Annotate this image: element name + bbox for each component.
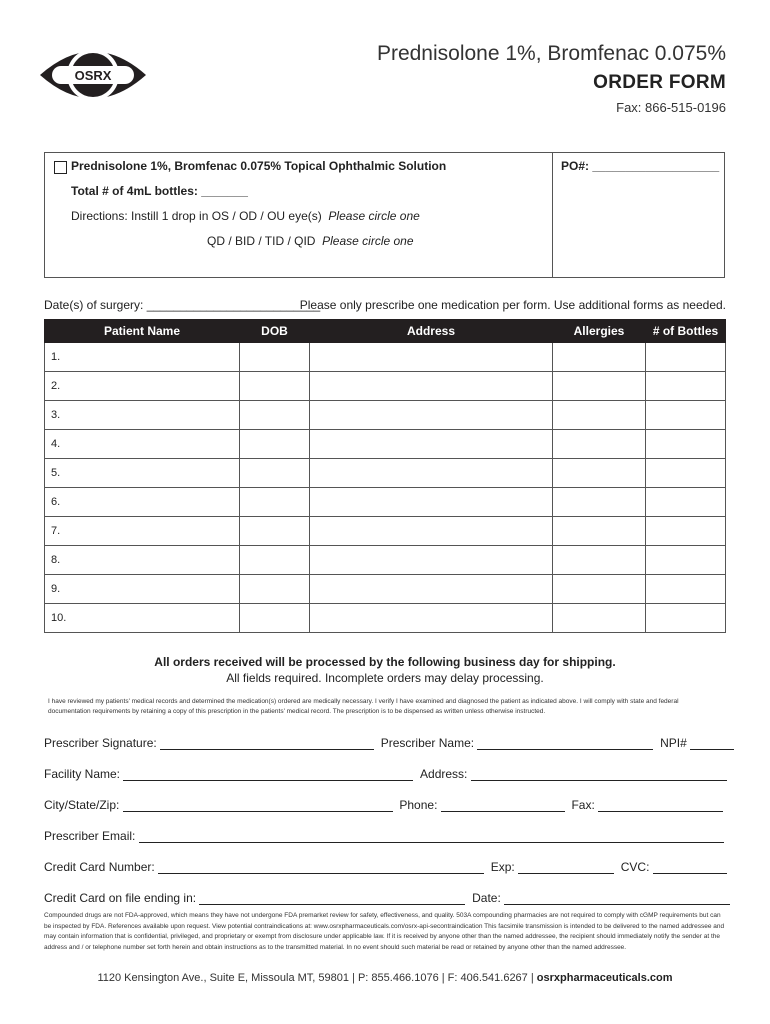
directions-frequency-note: Please circle one — [322, 234, 414, 248]
date-field[interactable] — [504, 892, 730, 905]
disclaimer-text: Compounded drugs are not FDA-approved, which means they have not undergone FDA premarket review for safety, effectiveness, and quality. 503A compounding pharmacies are not required to comply with cGMP requirements but can be inspected by FDA. References available upon request. View potential contraindications at: www.osrxpharmaceuticals.com/osrx-api-secontraindication This facsimile transmission is intended to be delivered to the named addressee and may contain information that is confidential, privileged, and proprietary or exempt from disclosure under applicable law. If it is received by anyone other than the named addressee, the recipient should immediately notify the sender at the address and / or telephone number set forth herein and obtain instructions as to the transmitted material. In no event should such material be read or retained by anyone other than the named addressee. — [44, 912, 725, 951]
table-row — [45, 401, 726, 430]
cvc-field[interactable] — [653, 861, 727, 874]
directions-frequency-text: QD / BID / TID / QID — [207, 234, 316, 248]
allergies-cell[interactable] — [553, 459, 646, 488]
phone-field[interactable] — [441, 799, 565, 812]
header-bottles: # of Bottles — [646, 320, 726, 343]
attestation-text: I have reviewed my patients' medical records and determined the medication(s) ordered are medically necessary. I verify I have examined and diagnosed the patient as indicated above. I will comply with state and federal documentation requirements by retaining a copy of this prescription in the patients' medical record. The prescription is to be dispensed as written unless otherwise instructed. — [48, 698, 679, 715]
credit-card-number-label: Credit Card Number: — [44, 860, 155, 874]
dob-cell[interactable] — [240, 372, 310, 401]
one-medication-note: Please only prescribe one medication per form. Use additional forms as needed. — [299, 298, 726, 312]
osrx-logo — [38, 40, 148, 110]
patient-table — [44, 319, 726, 633]
header-allergies: Allergies — [553, 320, 646, 343]
dob-cell[interactable] — [240, 430, 310, 459]
header-dob: DOB — [240, 320, 310, 343]
directions-eye-text: Directions: Instill 1 drop in OS / OD / OU eye(s) — [71, 209, 322, 223]
allergies-cell[interactable] — [553, 372, 646, 401]
page-title: Prednisolone 1%, Bromfenac 0.075% — [376, 42, 726, 65]
patient-name-cell[interactable]: 3. — [45, 401, 240, 430]
allergies-cell[interactable] — [553, 430, 646, 459]
table-row — [45, 546, 726, 575]
bottles-cell[interactable] — [646, 459, 726, 488]
address-cell[interactable] — [310, 604, 553, 633]
fax-label: Fax: — [571, 798, 595, 812]
credit-card-row — [44, 860, 727, 874]
address-cell[interactable] — [310, 575, 553, 604]
po-number-field[interactable]: PO#: ___________________ — [561, 159, 720, 173]
npi-field[interactable] — [690, 737, 734, 750]
address-cell[interactable] — [310, 459, 553, 488]
cvc-label: CVC: — [620, 860, 650, 874]
allergies-cell[interactable] — [553, 343, 646, 372]
processing-notice: All orders received will be processed by the following business day for shipping. — [154, 655, 616, 669]
bottles-cell[interactable] — [646, 401, 726, 430]
allergies-cell[interactable] — [553, 488, 646, 517]
prescriber-signature-row — [44, 736, 734, 750]
fax-field[interactable] — [598, 799, 723, 812]
exp-field[interactable] — [518, 861, 614, 874]
dob-cell[interactable] — [240, 575, 310, 604]
patient-name-cell[interactable]: 2. — [45, 372, 240, 401]
allergies-cell[interactable] — [553, 604, 646, 633]
npi-label: NPI# — [660, 736, 687, 750]
address-field[interactable] — [471, 768, 727, 781]
surgery-date-field[interactable]: Date(s) of surgery: __________________________ — [44, 298, 321, 312]
dob-cell[interactable] — [240, 604, 310, 633]
directions-eye-note: Please circle one — [328, 209, 420, 223]
table-row — [45, 604, 726, 633]
card-on-file-label: Credit Card on file ending in: — [44, 891, 197, 905]
patient-name-cell[interactable]: 9. — [45, 575, 240, 604]
prescriber-name-field[interactable] — [477, 737, 653, 750]
bottles-cell[interactable] — [646, 604, 726, 633]
prescriber-email-label: Prescriber Email: — [44, 829, 136, 843]
prescriber-signature-label: Prescriber Signature: — [44, 736, 157, 750]
dob-cell[interactable] — [240, 459, 310, 488]
table-row — [45, 430, 726, 459]
product-checkbox[interactable] — [54, 161, 67, 174]
card-on-file-row — [44, 891, 730, 905]
patient-name-cell[interactable]: 10. — [45, 604, 240, 633]
city-row — [44, 798, 723, 812]
address-cell[interactable] — [310, 546, 553, 575]
dob-cell[interactable] — [240, 343, 310, 372]
allergies-cell[interactable] — [553, 517, 646, 546]
footer-website[interactable]: osrxpharmaceuticals.com — [536, 972, 673, 984]
product-box — [44, 152, 725, 278]
logo-text: OSRX — [74, 68, 112, 83]
order-form-heading: ORDER FORM — [593, 72, 726, 93]
directions-frequency — [207, 234, 414, 248]
bottles-cell[interactable] — [646, 488, 726, 517]
facility-name-label: Facility Name: — [44, 767, 121, 781]
city-state-zip-label: City/State/Zip: — [44, 798, 120, 812]
table-row — [45, 459, 726, 488]
facility-row — [44, 767, 727, 781]
exp-label: Exp: — [490, 860, 515, 874]
footer-contact: 1120 Kensington Ave., Suite E, Missoula MT, 59801 | P: 855.466.1076 | F: 406.541.6267 | — [97, 972, 534, 984]
address-cell[interactable] — [310, 430, 553, 459]
bottles-cell[interactable] — [646, 517, 726, 546]
patient-name-cell[interactable]: 4. — [45, 430, 240, 459]
header-address: Address — [310, 320, 553, 343]
product-name: Prednisolone 1%, Bromfenac 0.075% Topical Ophthalmic Solution — [71, 159, 447, 173]
address-cell[interactable] — [310, 343, 553, 372]
table-header-row — [45, 320, 726, 343]
dob-cell[interactable] — [240, 546, 310, 575]
email-row — [44, 829, 724, 843]
allergies-cell[interactable] — [553, 401, 646, 430]
footer — [0, 972, 770, 984]
table-row — [45, 343, 726, 372]
dob-cell[interactable] — [240, 401, 310, 430]
dob-cell[interactable] — [240, 517, 310, 546]
bottles-cell[interactable] — [646, 430, 726, 459]
address-label: Address: — [420, 767, 468, 781]
bottles-cell[interactable] — [646, 372, 726, 401]
patient-name-cell[interactable]: 7. — [45, 517, 240, 546]
table-row — [45, 488, 726, 517]
address-cell[interactable] — [310, 372, 553, 401]
bottles-cell[interactable] — [646, 575, 726, 604]
bottles-cell[interactable] — [646, 343, 726, 372]
allergies-cell[interactable] — [553, 575, 646, 604]
dob-cell[interactable] — [240, 488, 310, 517]
table-row — [45, 372, 726, 401]
table-row — [45, 575, 726, 604]
product-box-divider — [552, 153, 553, 277]
card-on-file-field[interactable] — [199, 892, 465, 905]
address-cell[interactable] — [310, 517, 553, 546]
header-fax: Fax: 866-515-0196 — [616, 100, 726, 115]
city-state-zip-field[interactable] — [123, 799, 393, 812]
table-row — [45, 517, 726, 546]
address-cell[interactable] — [310, 488, 553, 517]
prescriber-name-label: Prescriber Name: — [380, 736, 475, 750]
prescriber-email-field[interactable] — [139, 830, 724, 843]
eye-logo-icon — [38, 40, 148, 110]
allergies-cell[interactable] — [553, 546, 646, 575]
patient-name-cell[interactable]: 1. — [45, 343, 240, 372]
prescriber-signature-field[interactable] — [160, 737, 374, 750]
date-label: Date: — [472, 891, 501, 905]
header-patient-name: Patient Name — [45, 320, 240, 343]
total-bottles-field[interactable]: Total # of 4mL bottles: _______ — [71, 184, 248, 198]
phone-label: Phone: — [399, 798, 438, 812]
required-fields-notice: All fields required. Incomplete orders may delay processing. — [226, 671, 544, 685]
facility-name-field[interactable] — [123, 768, 413, 781]
address-cell[interactable] — [310, 401, 553, 430]
patient-name-cell[interactable]: 8. — [45, 546, 240, 575]
directions-eye — [71, 209, 420, 223]
patient-name-cell[interactable]: 5. — [45, 459, 240, 488]
bottles-cell[interactable] — [646, 546, 726, 575]
patient-name-cell[interactable]: 6. — [45, 488, 240, 517]
credit-card-number-field[interactable] — [158, 861, 484, 874]
